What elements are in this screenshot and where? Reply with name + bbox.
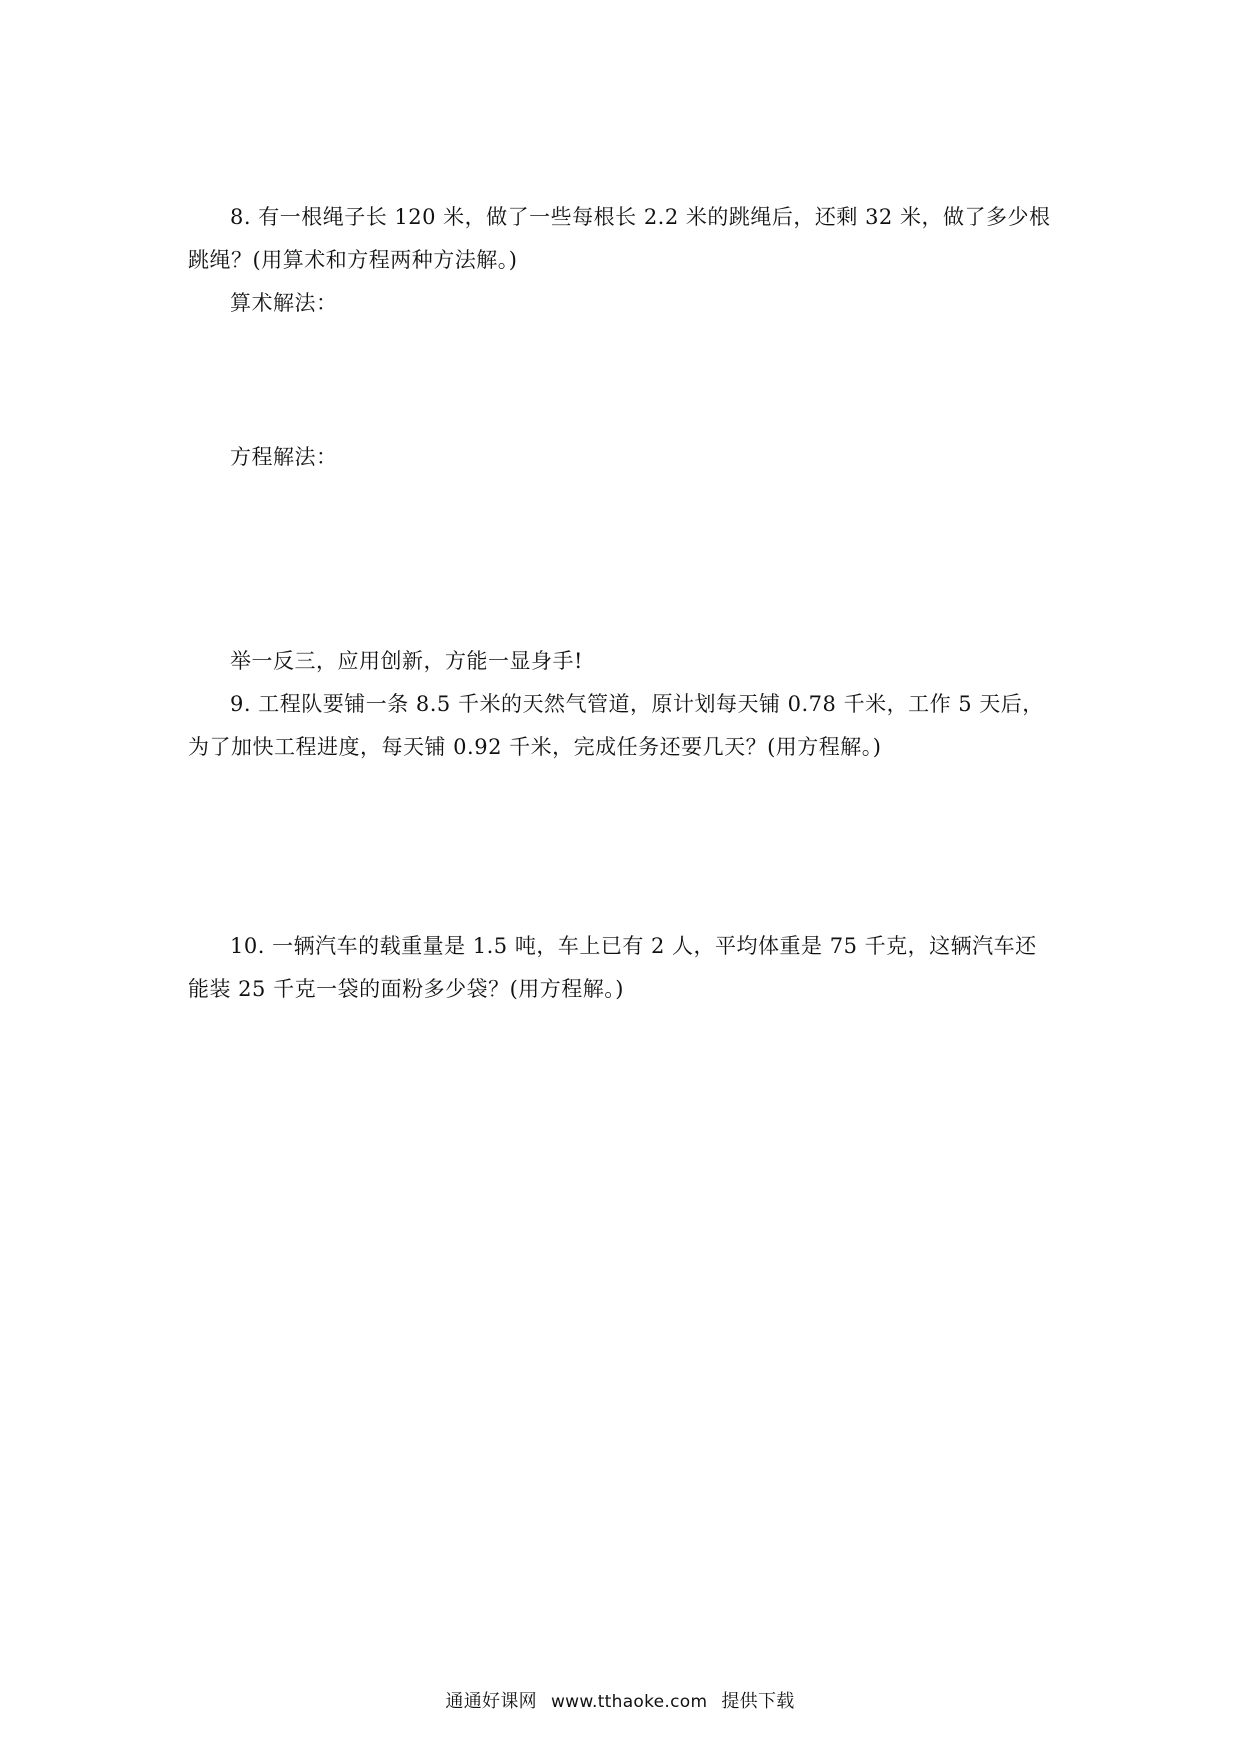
question-9: 9. 工程队要铺一条 8.5 千米的天然气管道，原计划每天铺 0.78 千米，工作 5 天后，为了加快工程进度，每天铺 0.92 千米，完成任务还要几天？(用方程解。) — [188, 692, 1044, 759]
question-10: 10. 一辆汽车的载重量是 1.5 吨，车上已有 2 人，平均体重是 75 千克，这辆汽车还能装 25 千克一袋的面粉多少袋？(用方程解。) — [188, 934, 1037, 1001]
footer-site-name: 通通好课网 — [445, 1691, 537, 1712]
arithmetic-method-label: 算术解法： — [230, 291, 338, 315]
equation-method-label: 方程解法： — [230, 445, 338, 469]
page-footer — [0, 1690, 1240, 1714]
question-8: 8. 有一根绳子长 120 米，做了一些每根长 2.2 米的跳绳后，还剩 32 米，做了多少根跳绳？(用算术和方程两种方法解。) — [188, 205, 1051, 272]
footer-url[interactable]: www.tthaoke.com — [550, 1692, 708, 1712]
section-motto: 举一反三，应用创新，方能一显身手! — [230, 649, 583, 673]
footer-suffix: 提供下载 — [721, 1691, 795, 1712]
